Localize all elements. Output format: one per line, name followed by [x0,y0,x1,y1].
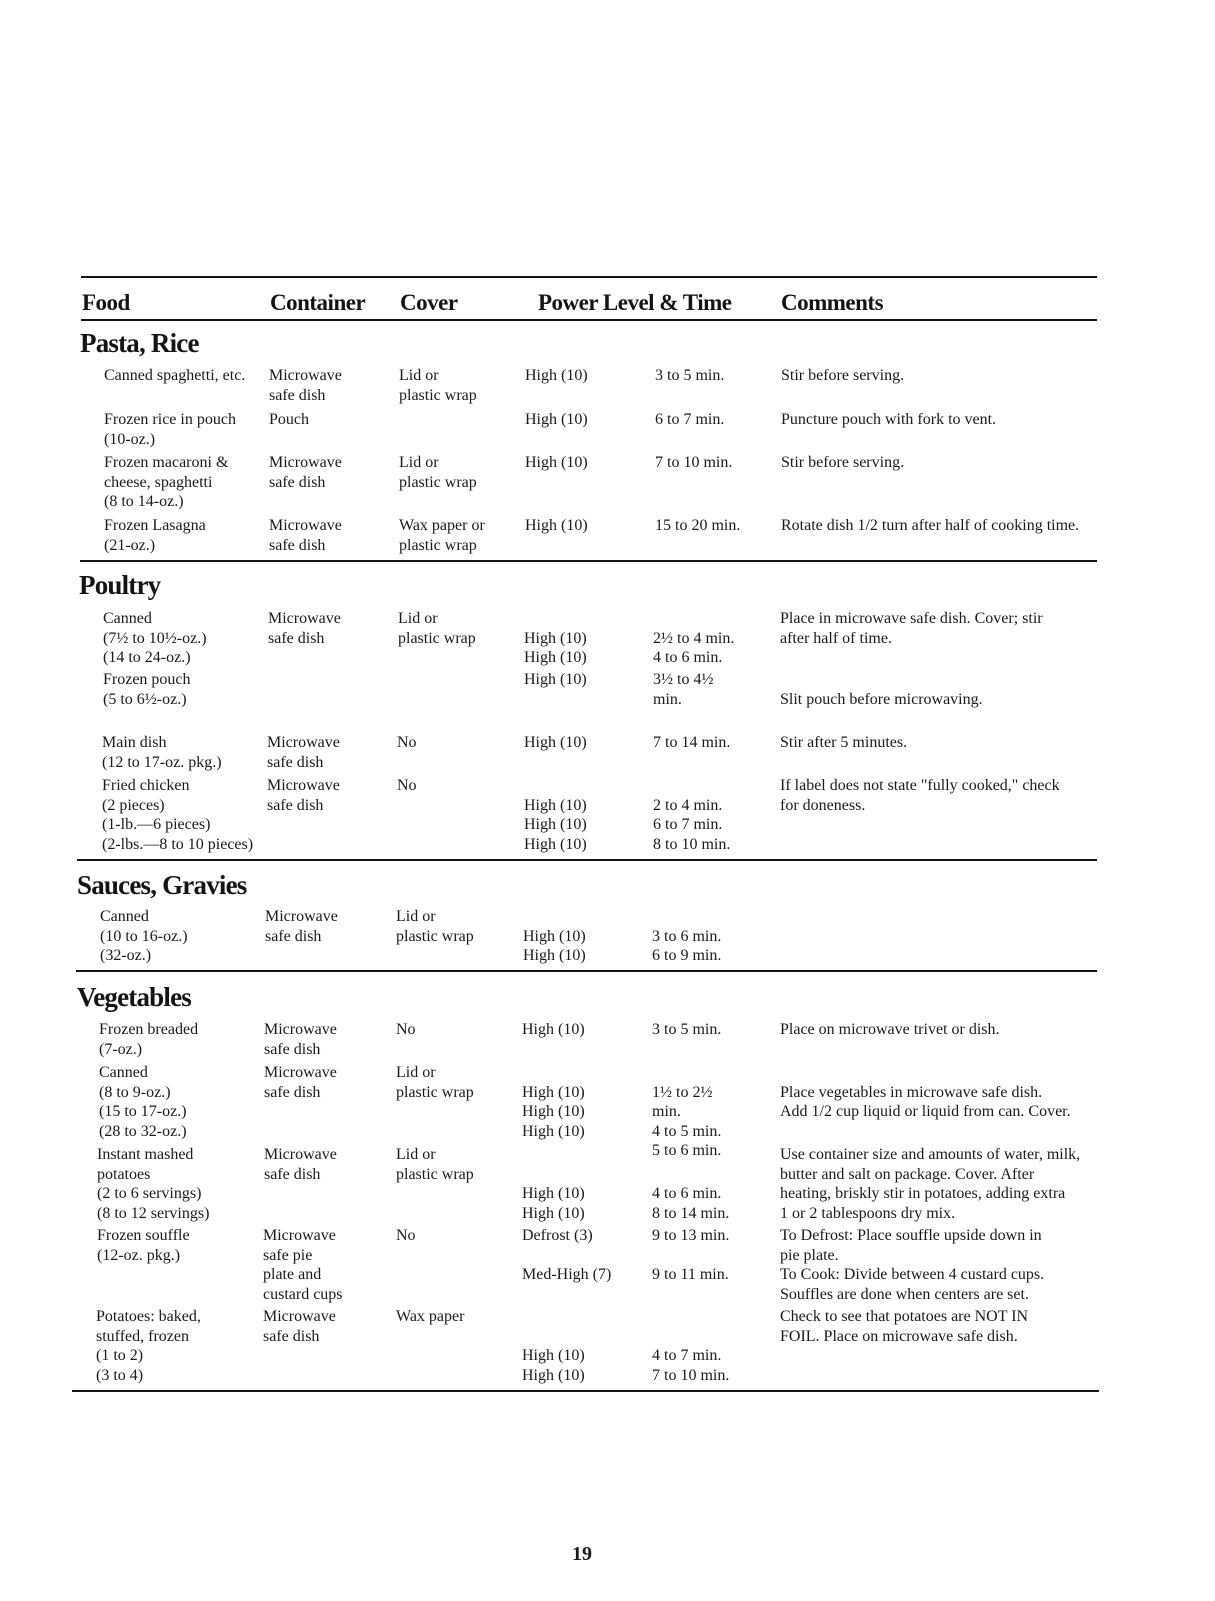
comments-cell: To Defrost: Place souffle upside down in pie plate. To Cook: Divide between 4 custard cups. Souffles are done when centers are set. [780,1227,1045,1303]
cover-cell: Wax paper [396,1308,465,1325]
comments-cell: Check to see that potatoes are NOT IN FOIL. Place on microwave safe dish. [780,1308,1029,1345]
time-cell: 3½ to 4½ min. [653,671,714,708]
cover-cell: Lid or plastic wrap [399,454,477,491]
comments-cell: Place on microwave trivet or dish. [780,1021,1000,1038]
comments-cell: Puncture pouch with fork to vent. [781,411,997,428]
column-header-container: Container [270,290,366,315]
cover-cell: No [396,1227,416,1244]
time-cell: 6 to 7 min. [655,411,725,428]
column-header-cover: Cover [400,290,458,315]
food-cell: Fried chicken (2 pieces) (1-lb.—6 pieces) (2-lbs.—8 to 10 pieces) [102,777,254,853]
comments-cell: Stir before serving. [781,454,905,471]
power-level-cell: High (10) [522,1021,585,1038]
container-cell: Microwave safe dish [265,908,338,945]
container-cell: Pouch [269,411,309,428]
comments-cell: If label does not state "fully cooked," check for doneness. [780,777,1060,814]
food-cell: Canned (8 to 9-oz.) (15 to 17-oz.) (28 to 32-oz.) [99,1064,187,1140]
time-cell: 3 to 6 min. 6 to 9 min. [652,927,722,964]
cover-cell: No [396,1021,416,1038]
time-cell: 3 to 5 min. [655,367,725,384]
container-cell: Microwave safe dish [268,610,341,647]
container-cell: Microwave safe dish [269,367,342,404]
food-cell: Instant mashed potatoes (2 to 6 servings) (8 to 12 servings) [97,1146,210,1222]
column-header-power-level-time: Power Level & Time [538,290,732,315]
time-cell: 2 to 4 min. 6 to 7 min. 8 to 10 min. [653,796,731,853]
cover-cell: Lid or plastic wrap [396,1146,474,1183]
time-cell: 1½ to 2½ min. 4 to 5 min. 5 to 6 min. [652,1083,722,1159]
container-cell: Microwave safe dish [263,1308,336,1345]
comments-cell: Stir after 5 minutes. [780,734,908,751]
power-level-cell: High (10) High (10) [522,1347,585,1384]
column-header-comments: Comments [781,290,884,315]
cover-cell: No [397,734,417,751]
comments-cell: Place in microwave safe dish. Cover; stir after half of time. [780,610,1043,647]
cover-cell: Lid or plastic wrap [396,1064,474,1101]
food-cell: Potatoes: baked, stuffed, frozen (1 to 2) (3 to 4) [96,1308,201,1384]
time-cell: 7 to 10 min. [655,454,733,471]
power-level-cell: High (10) High (10) [523,927,586,964]
food-cell: Canned (7½ to 10½-oz.) (14 to 24-oz.) [103,610,207,666]
section-title-pasta-rice: Pasta, Rice [80,328,199,358]
comments-cell: Place vegetables in microwave safe dish. Add 1/2 cup liquid or liquid from can. Cover. [780,1083,1071,1120]
food-cell: Frozen Lasagna (21-oz.) [104,517,206,554]
cover-cell: Lid or plastic wrap [398,610,476,647]
time-cell: 4 to 6 min. 8 to 14 min. [652,1185,730,1222]
food-cell: Frozen rice in pouch (10-oz.) [104,411,236,448]
food-cell: Main dish (12 to 17-oz. pkg.) [102,734,222,771]
cover-cell: Lid or plastic wrap [396,908,474,945]
comments-cell: Use container size and amounts of water, milk, butter and salt on package. Cover. After heating, briskly stir in potatoes, adding extra 1 or 2 tablespoons dry mix. [780,1146,1081,1222]
cover-cell: Wax paper or plastic wrap [399,517,485,554]
container-cell: Microwave safe dish [264,1064,337,1101]
food-cell: Frozen pouch (5 to 6½-oz.) [103,671,191,708]
power-level-cell: High (10) [525,517,588,534]
page-number: 19 [572,1543,592,1565]
power-level-cell: High (10) High (10) High (10) [524,796,587,853]
comments-cell: Rotate dish 1/2 turn after half of cooking time. [781,517,1080,534]
container-cell: Microwave safe dish [267,734,340,771]
section-divider-rule [76,970,1097,972]
power-level-cell: Defrost (3) Med-High (7) [522,1227,612,1283]
comments-cell: Slit pouch before microwaving. [780,690,983,708]
container-cell: Microwave safe dish [269,517,342,554]
header-bottom-rule [81,319,1097,321]
time-cell: 9 to 13 min. 9 to 11 min. [652,1227,730,1283]
section-title-sauces-gravies: Sauces, Gravies [77,870,247,900]
container-cell: Microwave safe dish [267,777,340,814]
power-level-cell: High (10) High (10) High (10) [522,1083,585,1140]
food-cell: Canned spaghetti, etc. [104,367,246,384]
food-cell: Frozen breaded (7-oz.) [99,1021,199,1058]
time-cell: 15 to 20 min. [655,517,741,534]
time-cell: 4 to 7 min. 7 to 10 min. [652,1347,730,1384]
container-cell: Microwave safe pie plate and custard cups [263,1227,343,1303]
cover-cell: No [397,777,417,794]
table-bottom-rule [72,1390,1099,1392]
food-cell: Canned (10 to 16-oz.) (32-oz.) [100,908,188,964]
section-title-vegetables: Vegetables [77,982,191,1012]
section-title-poultry: Poultry [79,570,161,600]
time-cell: 3 to 5 min. [652,1021,722,1038]
power-level-cell: High (10) [525,367,588,384]
column-header-food: Food [82,290,130,315]
time-cell: 2½ to 4 min. 4 to 6 min. [653,629,735,666]
power-level-cell: High (10) [524,671,587,688]
power-level-cell: High (10) [525,411,588,428]
power-level-cell: High (10) High (10) [524,629,587,666]
cover-cell: Lid or plastic wrap [399,367,477,404]
power-level-cell: High (10) High (10) [522,1185,585,1222]
section-divider-rule [80,560,1097,562]
food-cell: Frozen macaroni & cheese, spaghetti (8 to 14-oz.) [104,454,229,510]
power-level-cell: High (10) [525,454,588,471]
time-cell: 7 to 14 min. [653,734,731,751]
header-top-rule [81,276,1097,278]
section-divider-rule [77,859,1097,861]
container-cell: Microwave safe dish [264,1146,337,1183]
comments-cell: Stir before serving. [781,367,905,384]
container-cell: Microwave safe dish [264,1021,337,1058]
food-cell: Frozen souffle (12-oz. pkg.) [97,1227,190,1264]
power-level-cell: High (10) [524,734,587,751]
container-cell: Microwave safe dish [269,454,342,491]
